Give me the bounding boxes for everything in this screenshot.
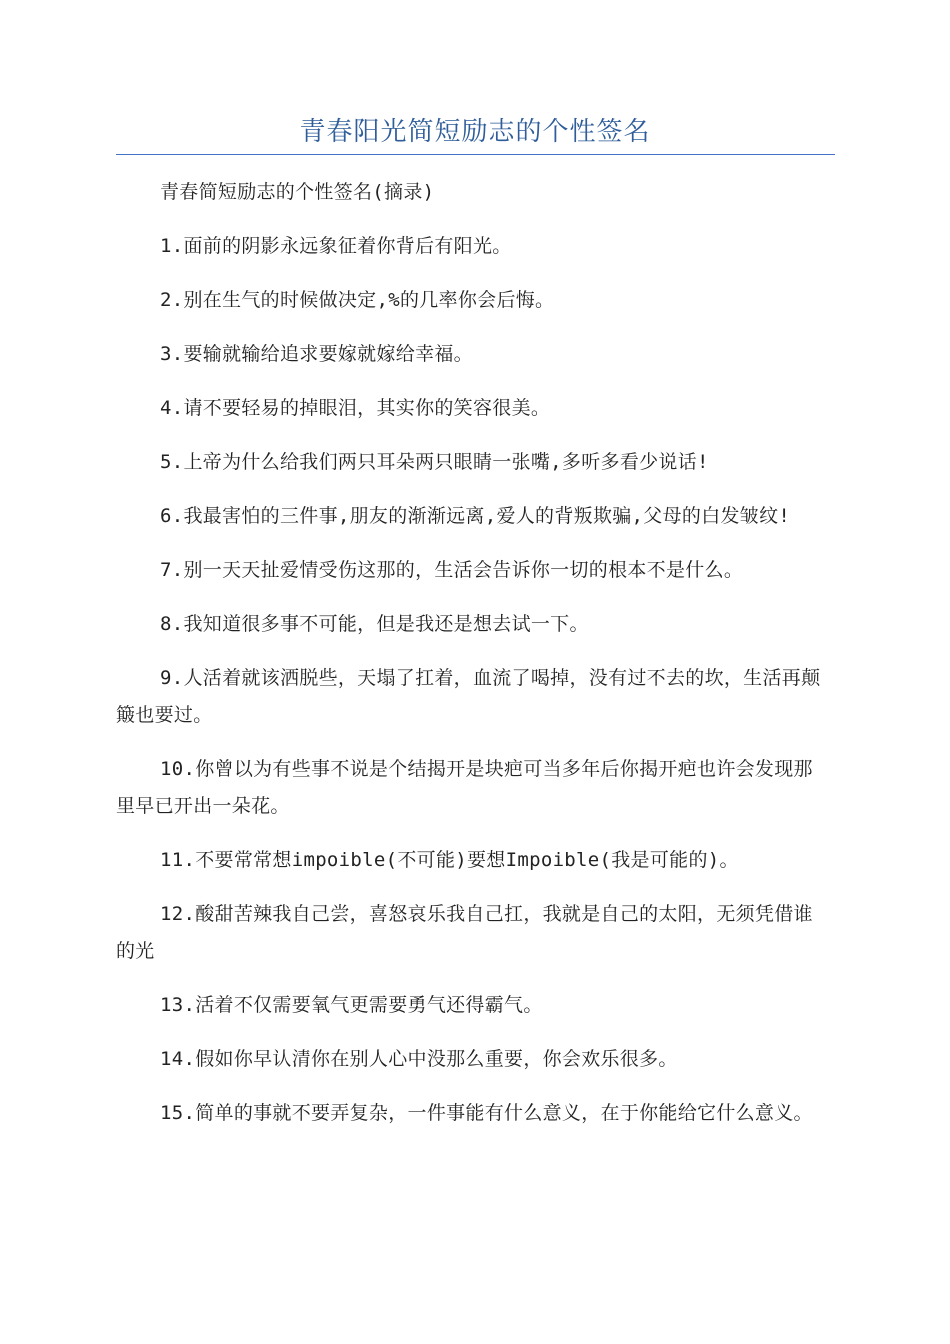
list-item: 15.简单的事就不要弄复杂，一件事能有什么意义，在于你能给它什么意义。 [160, 1102, 813, 1124]
title-underline [116, 154, 835, 155]
document-body [116, 174, 828, 1149]
list-item: 4.请不要轻易的掉眼泪，其实你的笑容很美。 [160, 397, 551, 419]
list-item: 10.你曾以为有些事不说是个结揭开是块疤可当多年后你揭开疤也许会发现那里早已开出一朵花。 [116, 758, 813, 817]
list-item: 8.我知道很多事不可能，但是我还是想去试一下。 [160, 613, 589, 635]
list-item: 9.人活着就该洒脱些，天塌了扛着，血流了喝掉，没有过不去的坎，生活再颠簸也要过。 [116, 667, 821, 726]
list-item: 6.我最害怕的三件事,朋友的渐渐远离,爱人的背叛欺骗,父母的白发皱纹! [160, 505, 791, 527]
list-item: 5.上帝为什么给我们两只耳朵两只眼睛一张嘴,多听多看少说话! [160, 451, 709, 473]
document-subtitle: 青春简短励志的个性签名(摘录) [160, 181, 435, 203]
list-item: 1.面前的阴影永远象征着你背后有阳光。 [160, 235, 512, 257]
list-item: 2.别在生气的时候做决定,%的几率你会后悔。 [160, 289, 555, 311]
list-item: 7.别一天天扯爱情受伤这那的，生活会告诉你一切的根本不是什么。 [160, 559, 744, 581]
list-item: 12.酸甜苦辣我自己尝，喜怒哀乐我自己扛，我就是自己的太阳，无须凭借谁的光 [116, 903, 813, 962]
list-item: 13.活着不仅需要氧气更需要勇气还得霸气。 [160, 994, 543, 1016]
document-title: 青春阳光简短励志的个性签名 [299, 117, 651, 147]
list-item: 14.假如你早认清你在别人心中没那么重要，你会欢乐很多。 [160, 1048, 678, 1070]
list-item: 11.不要常常想impoible(不可能)要想Impoible(我是可能的)。 [160, 849, 739, 871]
list-item: 3.要输就输给追求要嫁就嫁给幸福。 [160, 343, 473, 365]
